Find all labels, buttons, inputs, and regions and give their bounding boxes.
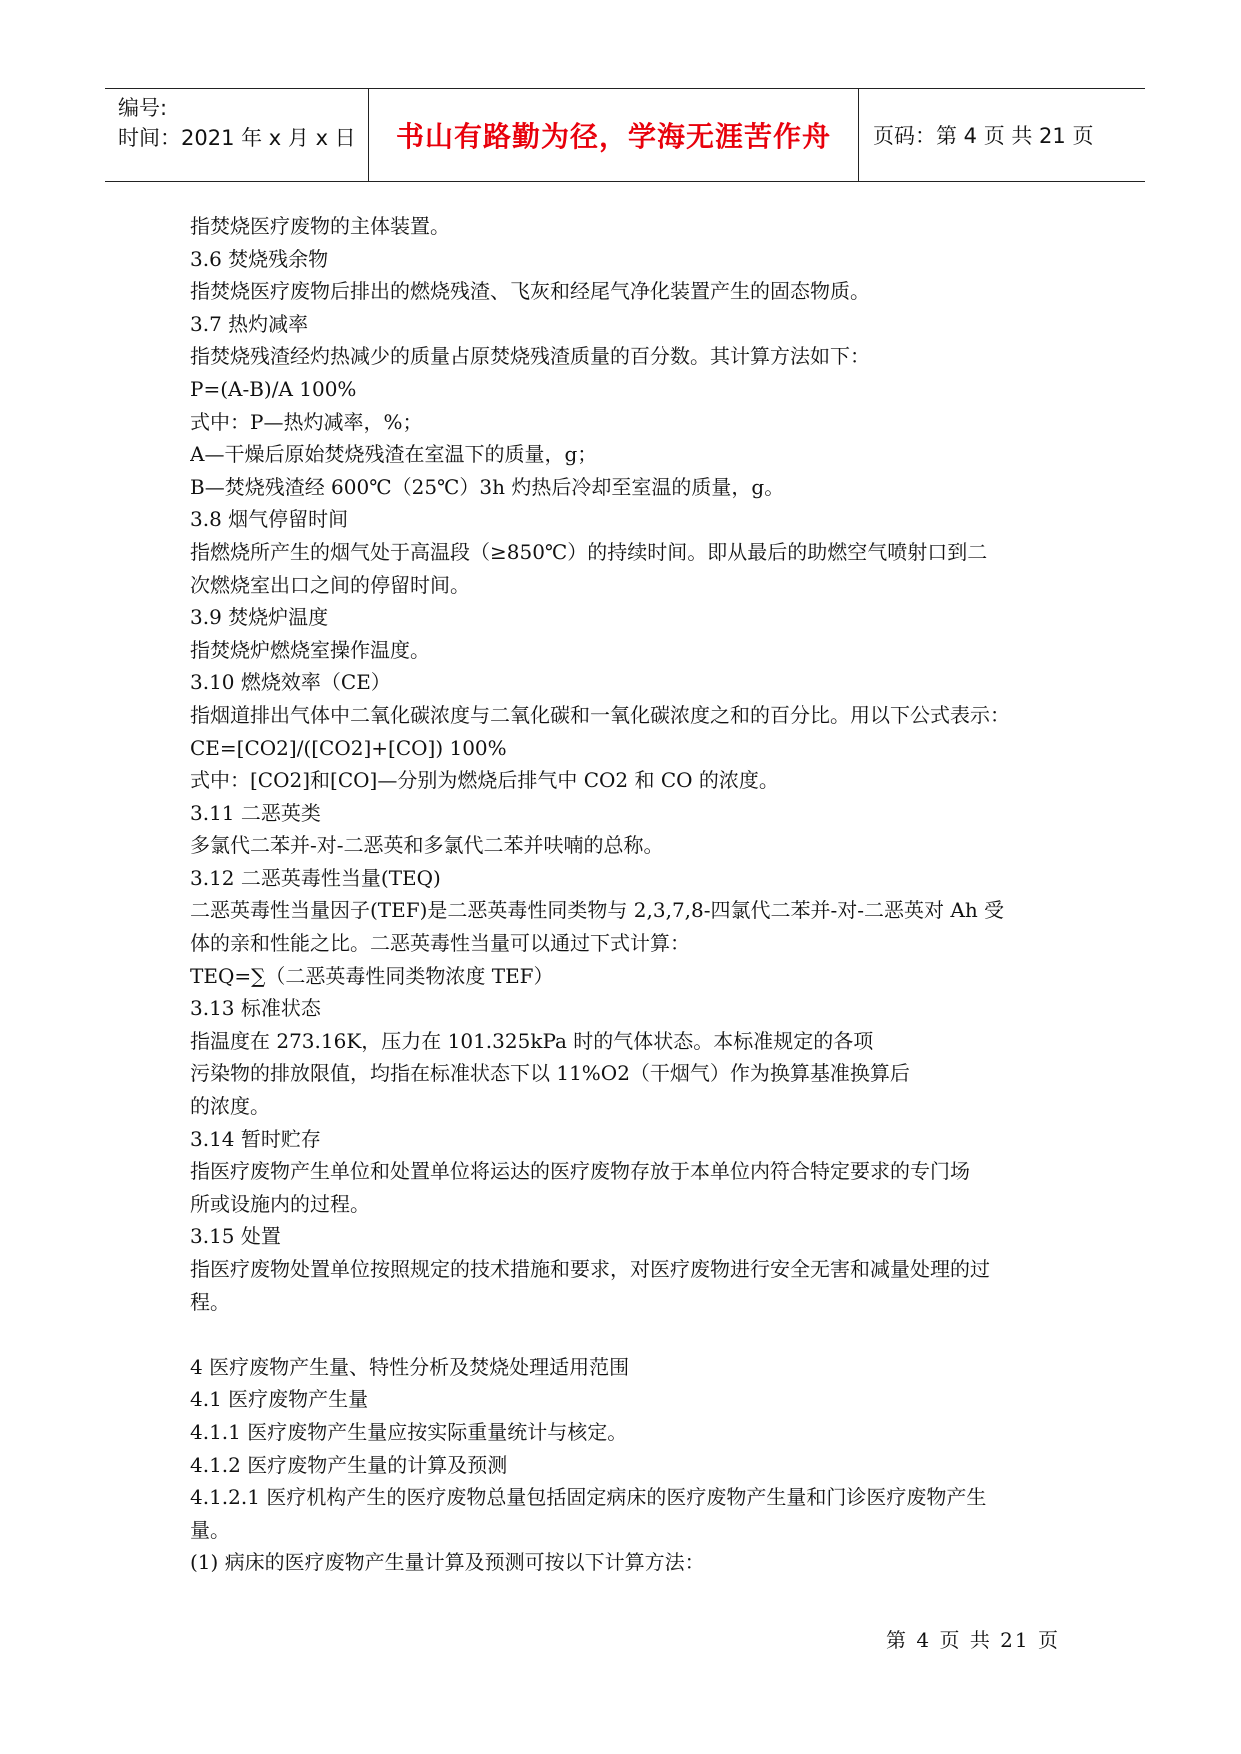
section-heading: 3.9 焚烧炉温度 bbox=[190, 605, 329, 630]
body-line: 的浓度。 bbox=[190, 1094, 270, 1119]
section-heading: 3.13 标准状态 bbox=[190, 996, 321, 1021]
document-number-label: 编号: bbox=[118, 96, 168, 120]
body-line: 指燃烧所产生的烟气处于高温段（≥850℃）的持续时间。即从最后的助燃空气喷射口到二 bbox=[190, 539, 988, 564]
body-line: A—干燥后原始焚烧残渣在室温下的质量，g； bbox=[190, 442, 598, 467]
body-line: 二恶英毒性当量因子(TEF)是二恶英毒性同类物与 2,3,7,8-四氯代二苯并-对-二恶英对 Ah 受 bbox=[190, 898, 1005, 923]
header-page-number: 页码：第 4 页 共 21 页 bbox=[873, 124, 1094, 148]
body-line: 式中：P—热灼减率，%； bbox=[190, 409, 423, 434]
formula-line: TEQ=∑（二恶英毒性同类物浓度 TEF） bbox=[190, 963, 554, 988]
document-body bbox=[190, 210, 1060, 1579]
blank-line bbox=[190, 1318, 1060, 1351]
page-footer-number: 第 4 页 共 21 页 bbox=[886, 1628, 1060, 1652]
body-line: 量。 bbox=[190, 1517, 230, 1542]
body-line: B—焚烧残渣经 600℃（25℃）3h 灼热后冷却至室温的质量，g。 bbox=[190, 474, 785, 499]
header-meta-cell bbox=[105, 89, 369, 181]
subsection-line: 4.1.2 医疗废物产生量的计算及预测 bbox=[190, 1452, 508, 1477]
header-motto: 书山有路勤为径，学海无涯苦作舟 bbox=[369, 89, 859, 181]
body-line: 所或设施内的过程。 bbox=[190, 1191, 370, 1216]
body-line: 多氯代二苯并-对-二恶英和多氯代二苯并呋喃的总称。 bbox=[190, 833, 664, 858]
formula-line: CE=[CO2]/([CO2]+[CO]) 100% bbox=[190, 735, 507, 760]
list-item: (1) 病床的医疗废物产生量计算及预测可按以下计算方法： bbox=[190, 1550, 705, 1575]
body-line: 程。 bbox=[190, 1289, 230, 1314]
page-header bbox=[105, 88, 1145, 182]
body-line: 次燃烧室出口之间的停留时间。 bbox=[190, 572, 470, 597]
body-line: 式中：[CO2]和[CO]—分别为燃烧后排气中 CO2 和 CO 的浓度。 bbox=[190, 768, 779, 793]
body-line: 污染物的排放限值，均指在标准状态下以 11%O2（干烟气）作为换算基准换算后 bbox=[190, 1061, 910, 1086]
body-line: 指焚烧医疗废物的主体装置。 bbox=[190, 214, 450, 238]
section-heading: 3.15 处置 bbox=[190, 1224, 281, 1249]
body-line: 指焚烧炉燃烧室操作温度。 bbox=[190, 637, 430, 662]
section-heading: 3.7 热灼减率 bbox=[190, 311, 309, 336]
body-line: 指焚烧医疗废物后排出的燃烧残渣、飞灰和经尾气净化装置产生的固态物质。 bbox=[190, 279, 870, 304]
body-line: 体的亲和性能之比。二恶英毒性当量可以通过下式计算： bbox=[190, 931, 690, 956]
body-line: 指温度在 273.16K，压力在 101.325kPa 时的气体状态。本标准规定的各项 bbox=[190, 1028, 874, 1053]
body-line: 指医疗废物处置单位按照规定的技术措施和要求，对医疗废物进行安全无害和减量处理的过 bbox=[190, 1257, 990, 1281]
body-line: 指焚烧残渣经灼热减少的质量占原焚烧残渣质量的百分数。其计算方法如下： bbox=[190, 344, 870, 369]
chapter-heading: 4 医疗废物产生量、特性分析及焚烧处理适用范围 bbox=[190, 1354, 630, 1379]
document-time-label: 时间：2021 年 x 月 x 日 bbox=[118, 126, 356, 150]
section-heading: 3.6 焚烧残余物 bbox=[190, 246, 329, 271]
section-heading: 3.11 二恶英类 bbox=[190, 800, 321, 825]
section-heading: 3.10 燃烧效率（CE） bbox=[190, 670, 391, 695]
body-line: 指烟道排出气体中二氧化碳浓度与二氧化碳和一氧化碳浓度之和的百分比。用以下公式表示： bbox=[190, 702, 1010, 727]
section-heading: 3.14 暂时贮存 bbox=[190, 1126, 321, 1151]
body-line: 4.1.2.1 医疗机构产生的医疗废物总量包括固定病床的医疗废物产生量和门诊医疗废物产生 bbox=[190, 1485, 987, 1510]
body-line: 指医疗废物产生单位和处置单位将运达的医疗废物存放于本单位内符合特定要求的专门场 bbox=[190, 1159, 970, 1184]
subsection-line: 4.1.1 医疗废物产生量应按实际重量统计与核定。 bbox=[190, 1419, 628, 1444]
section-heading: 4.1 医疗废物产生量 bbox=[190, 1387, 369, 1412]
section-heading: 3.12 二恶英毒性当量(TEQ) bbox=[190, 865, 441, 890]
section-heading: 3.8 烟气停留时间 bbox=[190, 507, 349, 532]
formula-line: P=(A-B)/A 100% bbox=[190, 376, 357, 401]
